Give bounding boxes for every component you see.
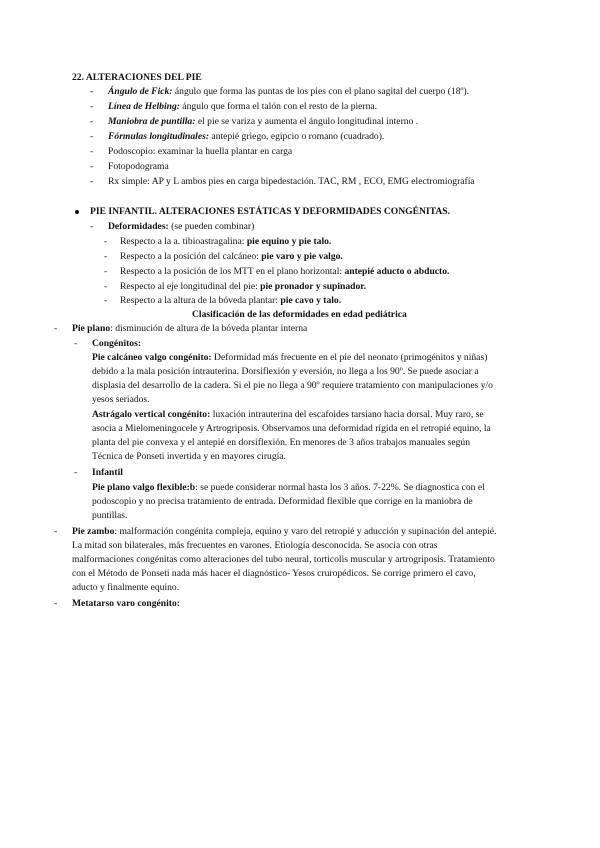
dash-bullet: - bbox=[54, 323, 58, 334]
sub-item-bold: pie cavo y talo. bbox=[280, 295, 342, 306]
calcaneo-valgo-line-2: debido a la mala posición intrauterina. Dorsiflexión y eversión, no llega a los 90º. Se puede asociar a bbox=[92, 366, 479, 377]
dash-bullet: - bbox=[104, 251, 108, 262]
list-item-formulas bbox=[108, 130, 384, 144]
pie-plano-label: Pie plano bbox=[72, 323, 111, 334]
pie-zambo-line-3: malformaciones congénitas como alteraciones del tubo neural, torticolis muscular y artrogriposis. Tratamiento bbox=[72, 554, 495, 565]
pie-zambo-label: Pie zambo bbox=[72, 526, 115, 537]
astragalo-line-4: Técnica de Ponseti invertida y en mayores cirugía. bbox=[92, 451, 286, 462]
deformidades-note: (se pueden combinar) bbox=[168, 221, 255, 232]
sub-item-calcaneo bbox=[120, 250, 343, 264]
dash-bullet: - bbox=[74, 338, 78, 349]
list-item-puntilla bbox=[108, 115, 418, 129]
list-item-podoscopio: Podoscopio: examinar la huella plantar en carga bbox=[108, 146, 293, 157]
term-label: Maniobra de puntilla: bbox=[108, 116, 196, 127]
sub-item-text: Respecto a la a. tibioastragalina: bbox=[120, 236, 247, 247]
sub-item-bold: pie varo y pie valgo. bbox=[261, 251, 343, 262]
sub-item-tibioastragalina bbox=[120, 235, 331, 249]
calcaneo-valgo-line-1 bbox=[92, 351, 487, 365]
dash-bullet: - bbox=[104, 236, 108, 247]
sub-item-text: Respecto a la posición de los MTT en el plano horizontal: bbox=[120, 266, 345, 277]
paragraph-text: : malformación congénita compleja, equino y varo del retropié y aducción y supinación del antepié. bbox=[114, 526, 497, 537]
sub-item-eje bbox=[120, 280, 366, 294]
dash-bullet: - bbox=[90, 131, 94, 142]
sub-item-bold: pie pronador y supinador. bbox=[260, 281, 367, 292]
classification-title: Clasificación de las deformidades en edad pediátrica bbox=[192, 309, 407, 320]
pie-zambo-line-4: con el Método de Ponseti nada más hacer el diagnóstico- Yesos cruropédicos. Se corrige primero el cavo, bbox=[72, 568, 476, 579]
deformidades-label: Deformidades: bbox=[108, 221, 169, 232]
pie-zambo-line-1 bbox=[72, 525, 496, 539]
infantil-label: Infantil bbox=[92, 467, 123, 478]
sub-item-bold: antepié aducto o abducto. bbox=[344, 266, 450, 277]
term-text: antepié griego, egipcio o romano (cuadrado). bbox=[209, 131, 385, 142]
pie-zambo-line-5: aducto y finalmente equino. bbox=[72, 582, 180, 593]
dash-bullet: - bbox=[90, 176, 94, 187]
term-text: el pie se variza y aumenta el ángulo longitudinal interno . bbox=[195, 116, 419, 127]
paragraph-text: luxación intrauterina del escafoides tarsiano hacia dorsal. Muy raro, se bbox=[210, 409, 484, 420]
paragraph-text: : se puede considerar normal hasta los 3 años. 7-22%. Se diagnostica con el bbox=[195, 482, 485, 493]
dash-bullet: - bbox=[104, 281, 108, 292]
sub-item-bold: pie equino y pie talo. bbox=[246, 236, 332, 247]
sub-item-text: Respecto al eje longitudinal del pie: bbox=[120, 281, 261, 292]
list-item-fotopodograma: Fotopodograma bbox=[108, 161, 169, 172]
dash-bullet: - bbox=[104, 295, 108, 306]
flexible-line-1 bbox=[92, 481, 485, 495]
term-text: ángulo que forma el talón con el resto de la pierna. bbox=[179, 101, 378, 112]
metatarso-varo-label: Metatarso varo congénito: bbox=[72, 598, 180, 609]
dash-bullet: - bbox=[90, 86, 94, 97]
astragalo-line-2: asocia a Mielomeningocele y Artrogriposis. Observamos una deformidad rígida en el retropié equino, la bbox=[92, 423, 491, 434]
term-label: Fórmulas longitudinales: bbox=[108, 131, 210, 142]
pie-plano-text: : disminución de altura de la bóveda plantar interna bbox=[110, 323, 308, 334]
dash-bullet: - bbox=[54, 526, 58, 537]
dash-bullet: - bbox=[90, 101, 94, 112]
term-label: Línea de Helbing: bbox=[108, 101, 180, 112]
dash-bullet: - bbox=[104, 266, 108, 277]
calcaneo-valgo-line-4: yesos seriados. bbox=[92, 394, 150, 405]
sub-item-mtt bbox=[120, 265, 449, 279]
term-label: Ángulo de Fick: bbox=[108, 86, 173, 97]
bullet-dot bbox=[75, 210, 79, 214]
dash-bullet: - bbox=[90, 221, 94, 232]
calcaneo-valgo-label: Pie calcáneo valgo congénito: bbox=[92, 352, 212, 363]
paragraph-text: Deformidad más frecuente en el pie del neonato (primogénitos y niñas) bbox=[211, 352, 488, 363]
astragalo-line-1 bbox=[92, 408, 484, 422]
pie-zambo-line-2: La mitad son bilaterales, más frecuentes en varones. Etiología desconocida. Se asocia con otras bbox=[72, 540, 438, 551]
sub-item-text: Respecto a la altura de la bóveda plantar: bbox=[120, 295, 281, 306]
dash-bullet: - bbox=[90, 116, 94, 127]
list-item-helbing bbox=[108, 100, 377, 114]
sub-item-text: Respecto a la posición del calcáneo: bbox=[120, 251, 262, 262]
flexible-label: Pie plano valgo flexible:b bbox=[92, 482, 196, 493]
pie-infantil-heading: PIE INFANTIL. ALTERACIONES ESTÁTICAS Y DEFORMIDADES CONGÉNITAS. bbox=[90, 206, 451, 217]
dash-bullet: - bbox=[54, 598, 58, 609]
sub-item-boveda bbox=[120, 294, 341, 308]
flexible-line-2: podoscopio y no precisa tratamiento de entrada. Deformidad flexible que corrige en la maniobra de bbox=[92, 496, 473, 507]
astragalo-line-3: planta del pie convexa y el antepié en dorsiflexión. En menores de 3 años trabajos manuales según bbox=[92, 437, 471, 448]
calcaneo-valgo-line-3: displasia del desarrollo de la cadera. Si el pie no llega a 90º requiere tratamiento con manipulaciones y/o bbox=[92, 380, 493, 391]
dash-bullet: - bbox=[90, 161, 94, 172]
list-item-rx: Rx simple: AP y L ambos pies en carga bipedestación. TAC, RM , ECO, EMG electromiografía bbox=[108, 176, 475, 187]
section-22-heading: 22. ALTERACIONES DEL PIE bbox=[72, 72, 202, 83]
pie-plano-line bbox=[72, 322, 307, 336]
astragalo-label: Astrágalo vertical congénito: bbox=[92, 409, 211, 420]
dash-bullet: - bbox=[90, 146, 94, 157]
dash-bullet: - bbox=[74, 467, 78, 478]
deformidades-line bbox=[108, 220, 254, 234]
congenitos-label: Congénitos: bbox=[92, 338, 142, 349]
flexible-line-3: puntillas. bbox=[92, 510, 128, 521]
term-text: ángulo que forma las puntas de los pies con el plano sagital del cuerpo (18º). bbox=[172, 86, 470, 97]
list-item-fick bbox=[108, 85, 469, 99]
